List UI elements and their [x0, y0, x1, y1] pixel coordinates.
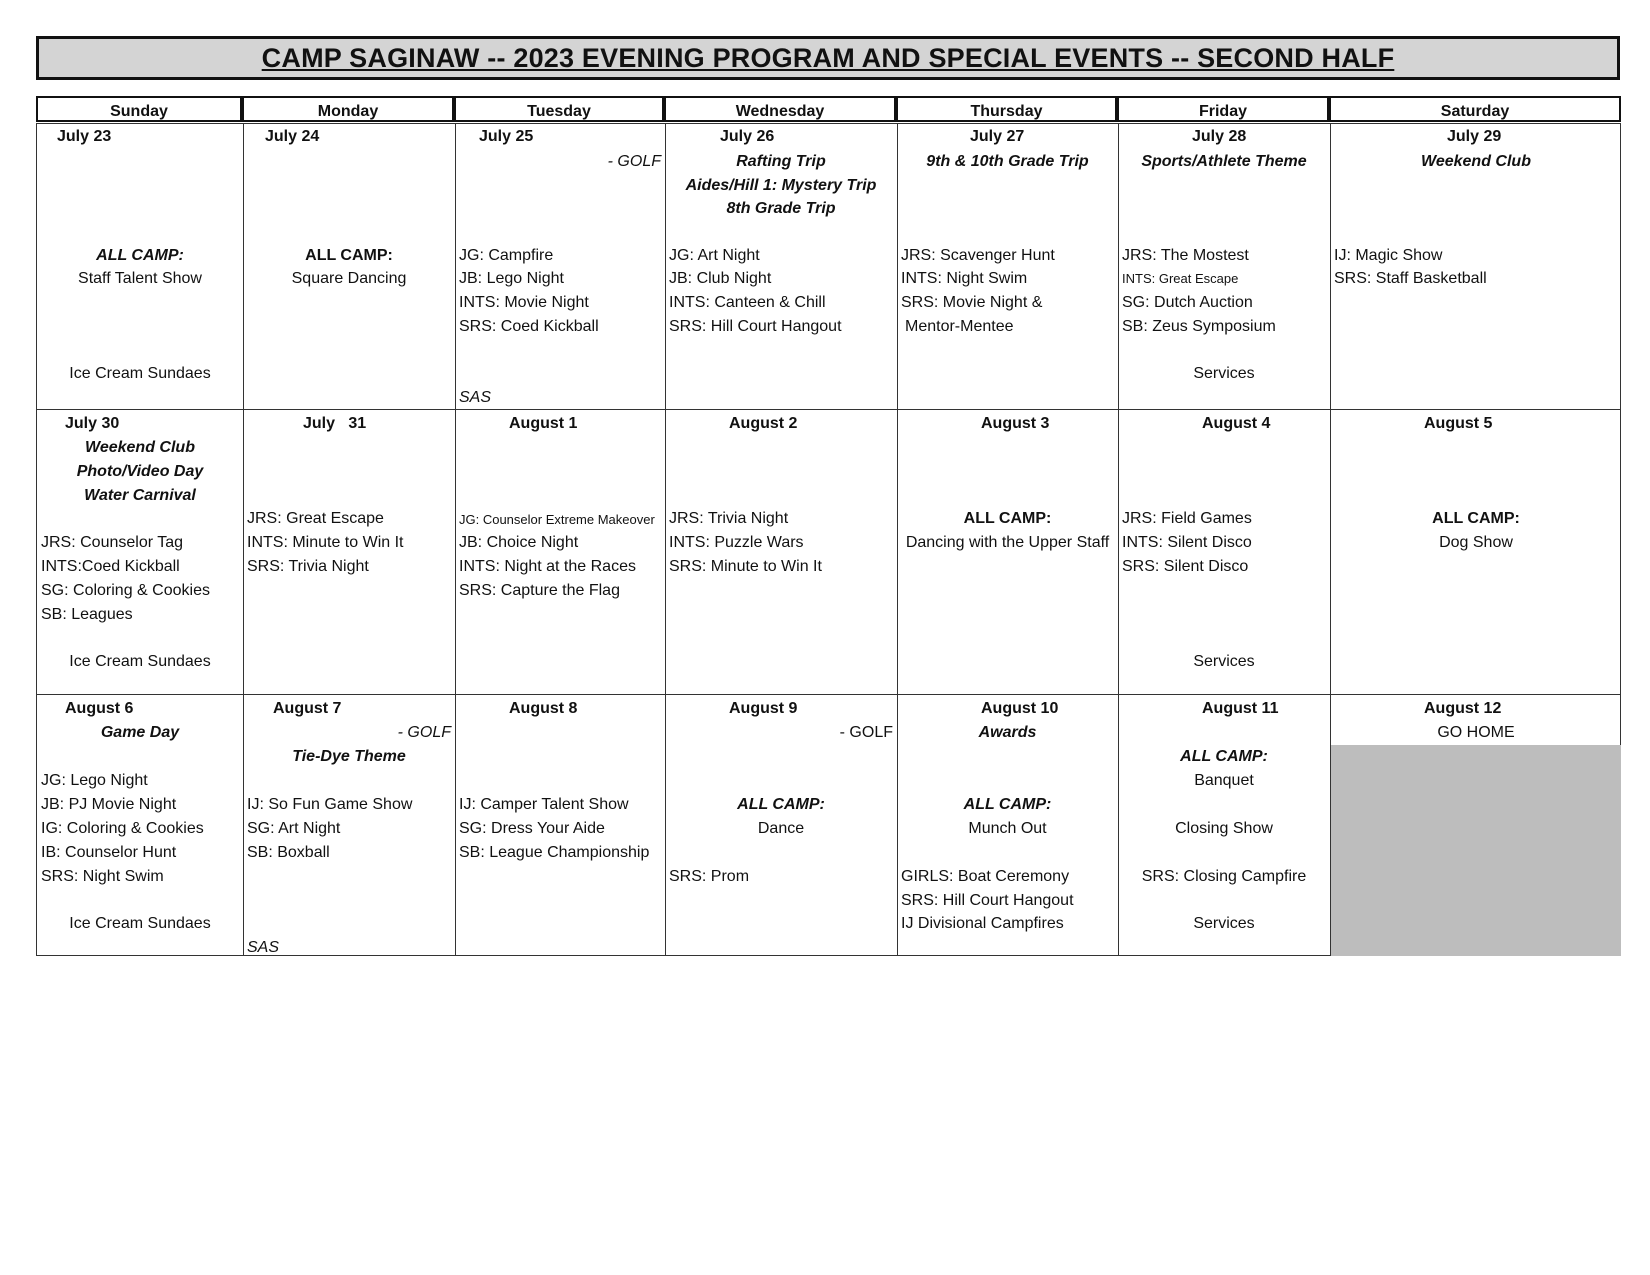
- event-line: IJ: Camper Talent Show: [459, 796, 629, 813]
- date-label: July 26: [720, 128, 775, 145]
- date-label: July 28: [1192, 128, 1247, 145]
- date-label: August 11: [1202, 700, 1279, 717]
- golf-note: - GOLF: [607, 153, 661, 170]
- event-line: SB: Boxball: [247, 844, 330, 861]
- event-line: INTS: Silent Disco: [1122, 534, 1252, 551]
- event-line: Munch Out: [968, 820, 1047, 837]
- event-line: Dancing with the Upper Staff: [905, 534, 1110, 551]
- page-title-box: [36, 36, 1620, 80]
- sas-note: SAS: [247, 939, 280, 956]
- all-camp-label: ALL CAMP:: [1432, 510, 1520, 527]
- golf-note: - GOLF: [397, 724, 451, 741]
- event-line: Square Dancing: [291, 270, 407, 287]
- date-label: July 29: [1447, 128, 1502, 145]
- all-camp-label: ALL CAMP:: [963, 796, 1052, 813]
- event-line: SRS: Closing Campfire: [1141, 868, 1307, 885]
- date-label: August 1: [509, 415, 578, 432]
- event-line: JRS: Field Games: [1122, 510, 1252, 527]
- event-line: JG: Counselor Extreme Makeover: [459, 512, 655, 527]
- special-event: 9th & 10th Grade Trip: [926, 153, 1089, 170]
- event-line: Ice Cream Sundaes: [69, 365, 211, 382]
- event-line: SRS: Silent Disco: [1122, 558, 1249, 575]
- event-line: SB: Zeus Symposium: [1122, 318, 1276, 335]
- event-line: SRS: Staff Basketball: [1334, 270, 1487, 287]
- event-line: Ice Cream Sundaes: [69, 653, 211, 670]
- special-event: Weekend Club: [1421, 153, 1531, 170]
- row-divider: [37, 409, 1620, 410]
- event-line: INTS: Puzzle Wars: [669, 534, 804, 551]
- special-event: Water Carnival: [84, 487, 196, 504]
- day-header-friday: Friday: [1117, 96, 1329, 122]
- date-label: August 4: [1202, 415, 1271, 432]
- event-line: JG: Art Night: [669, 247, 760, 264]
- event-line: IB: Counselor Hunt: [41, 844, 177, 861]
- event-line: SB: Leagues: [41, 606, 133, 623]
- event-line: JRS: The Mostest: [1122, 247, 1249, 264]
- day-header-wednesday: Wednesday: [664, 96, 896, 122]
- calendar-grid: [36, 123, 1621, 956]
- page-title: CAMP SAGINAW -- 2023 EVENING PROGRAM AND SPECIAL EVENTS -- SECOND HALF: [261, 42, 1395, 73]
- event-line: SRS: Night Swim: [41, 868, 164, 885]
- event-line: Dog Show: [1439, 534, 1513, 551]
- event-line: IJ: Magic Show: [1334, 247, 1443, 264]
- day-header-monday: Monday: [242, 96, 454, 122]
- all-camp-label: ALL CAMP:: [1180, 748, 1268, 765]
- event-line: Banquet: [1194, 772, 1254, 789]
- golf-note: - GOLF: [839, 724, 893, 741]
- event-line: INTS: Movie Night: [459, 294, 589, 311]
- date-label: July 30: [65, 415, 120, 432]
- event-line: INTS: Minute to Win It: [247, 534, 404, 551]
- event-line: INTS: Night Swim: [901, 270, 1028, 287]
- special-event: Awards: [978, 724, 1037, 741]
- event-line: Services: [1193, 653, 1255, 670]
- sas-note: SAS: [459, 389, 492, 406]
- event-line: INTS: Canteen & Chill: [669, 294, 826, 311]
- event-line: IJ: So Fun Game Show: [247, 796, 413, 813]
- special-event: Game Day: [100, 724, 180, 741]
- special-event: Sports/Athlete Theme: [1141, 153, 1307, 170]
- date-label: August 7: [273, 700, 342, 717]
- date-label: July 31: [303, 415, 367, 432]
- event-line: Mentor-Mentee: [905, 318, 1014, 335]
- event-line: IJ Divisional Campfires: [901, 915, 1064, 932]
- event-line: INTS:Coed Kickball: [41, 558, 180, 575]
- event-line: Closing Show: [1175, 820, 1273, 837]
- day-header-saturday: Saturday: [1329, 96, 1621, 122]
- event-line: SRS: Minute to Win It: [669, 558, 822, 575]
- event-line: IG: Coloring & Cookies: [41, 820, 204, 837]
- event-line: JG: Lego Night: [41, 772, 148, 789]
- date-label: August 2: [729, 415, 798, 432]
- date-label: July 27: [970, 128, 1025, 145]
- event-line: Staff Talent Show: [78, 270, 202, 287]
- date-label: July 23: [57, 128, 112, 145]
- event-line: SRS: Hill Court Hangout: [669, 318, 842, 335]
- special-event: Rafting Trip: [736, 153, 826, 170]
- event-line: SRS: Movie Night &: [901, 294, 1043, 311]
- event-line: JB: Lego Night: [459, 270, 564, 287]
- event-line: SG: Dress Your Aide: [459, 820, 605, 837]
- special-event: Photo/Video Day: [76, 463, 204, 480]
- event-line: SRS: Coed Kickball: [459, 318, 599, 335]
- event-line: JRS: Scavenger Hunt: [901, 247, 1055, 264]
- date-label: July 25: [479, 128, 534, 145]
- event-line: SRS: Hill Court Hangout: [901, 892, 1074, 909]
- event-line: Services: [1193, 915, 1255, 932]
- date-label: August 9: [729, 700, 798, 717]
- special-event: 8th Grade Trip: [726, 200, 836, 217]
- event-line: SRS: Capture the Flag: [459, 582, 620, 599]
- event-line: Dance: [757, 820, 805, 837]
- event-line: JB: PJ Movie Night: [41, 796, 177, 813]
- event-line: JRS: Great Escape: [247, 510, 384, 527]
- event-line: JG: Campfire: [459, 247, 554, 264]
- event-line: INTS: Night at the Races: [459, 558, 636, 575]
- event-line: SB: League Championship: [459, 844, 650, 861]
- event-line: SG: Art Night: [247, 820, 341, 837]
- all-camp-label: ALL CAMP:: [963, 510, 1052, 527]
- day-header-tuesday: Tuesday: [454, 96, 664, 122]
- event-line: SG: Coloring & Cookies: [41, 582, 210, 599]
- date-label: August 6: [65, 700, 134, 717]
- event-line: Services: [1193, 365, 1255, 382]
- date-label: August 10: [981, 700, 1059, 717]
- all-camp-label: ALL CAMP:: [737, 796, 825, 813]
- event-line: SRS: Prom: [669, 868, 750, 885]
- event-line: SRS: Trivia Night: [247, 558, 369, 575]
- event-line: GO HOME: [1437, 724, 1515, 741]
- row-divider: [37, 694, 1620, 695]
- day-header-row: [36, 96, 1621, 124]
- all-camp-label: ALL CAMP:: [96, 247, 184, 264]
- date-label: August 5: [1424, 415, 1493, 432]
- shaded-empty-area: [1331, 745, 1621, 956]
- day-header-thursday: Thursday: [896, 96, 1117, 122]
- event-line: GIRLS: Boat Ceremony: [901, 868, 1070, 885]
- special-event: Aides/Hill 1: Mystery Trip: [685, 177, 877, 194]
- date-label: July 24: [265, 128, 320, 145]
- date-label: August 8: [509, 700, 578, 717]
- event-line: SG: Dutch Auction: [1122, 294, 1253, 311]
- date-label: August 3: [981, 415, 1050, 432]
- event-line: JB: Choice Night: [459, 534, 579, 551]
- column-divider: [455, 124, 456, 955]
- event-line: JRS: Trivia Night: [669, 510, 789, 527]
- day-header-sunday: Sunday: [36, 96, 242, 122]
- event-line: Ice Cream Sundaes: [69, 915, 211, 932]
- special-event: Tie-Dye Theme: [292, 748, 406, 765]
- all-camp-label: ALL CAMP:: [305, 247, 393, 264]
- special-event: Weekend Club: [85, 439, 195, 456]
- event-line: JB: Club Night: [669, 270, 772, 287]
- event-line: JRS: Counselor Tag: [41, 534, 183, 551]
- event-line: INTS: Great Escape: [1122, 271, 1239, 286]
- date-label: August 12: [1424, 700, 1502, 717]
